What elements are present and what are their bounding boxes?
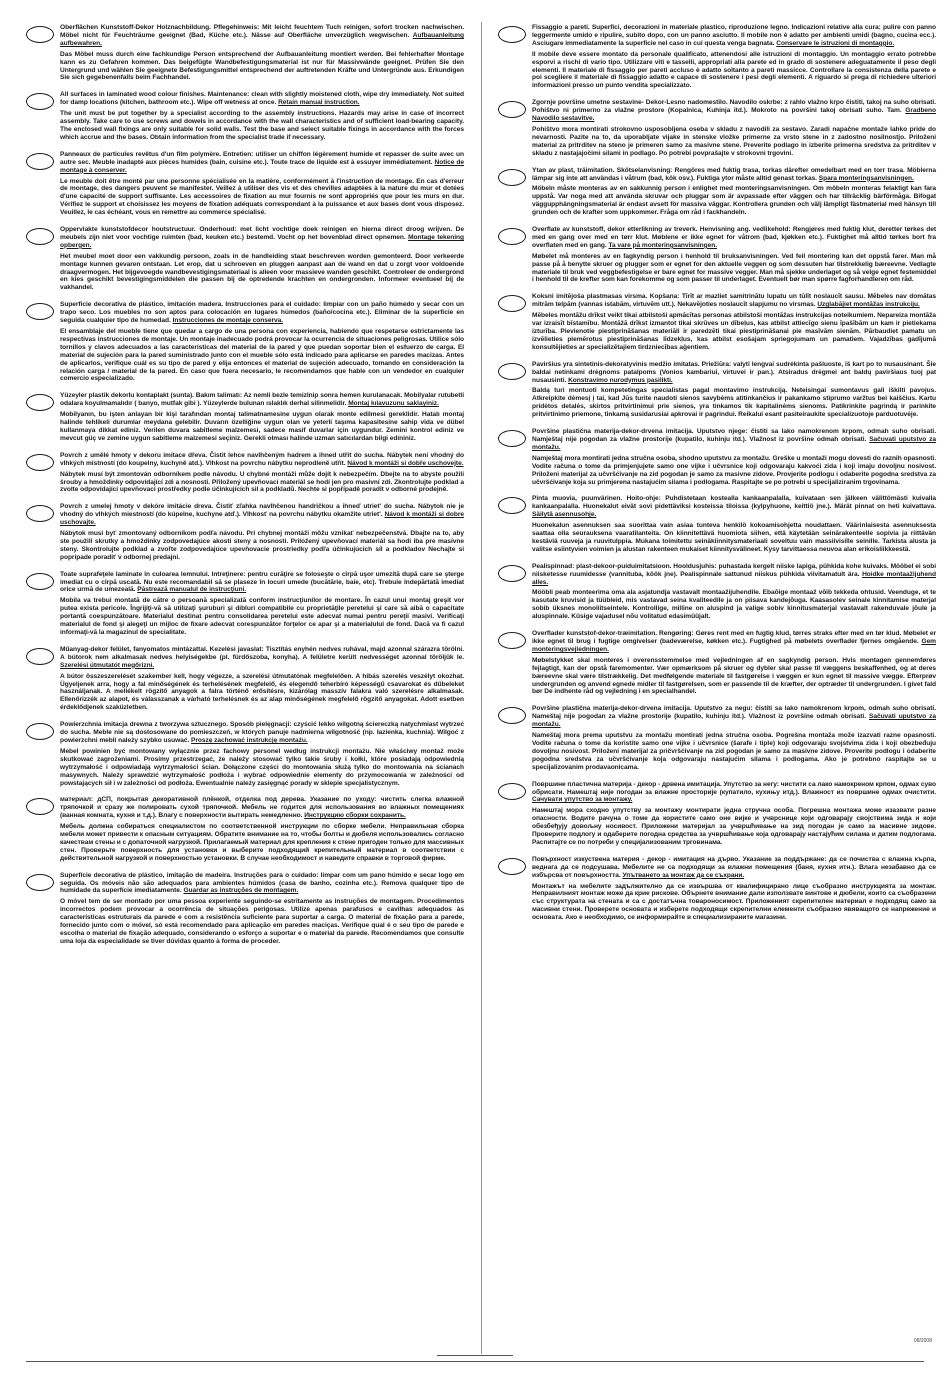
care-text: All surfaces in laminated wood colour finishes. Maintenance: clean with slightly moistened cloth, wipe dry immediately. Not suited for damp locations (kitchen, bathroom etc.). Wipe off wetness at once. <box>60 91 464 107</box>
care-instructions <box>532 99 936 123</box>
language-flag-placeholder <box>498 169 526 186</box>
keep-instructions-note: Сачувати упутство за монтажу. <box>532 796 633 804</box>
keep-instructions-note: Návod k montáži si dobre uschovajte. <box>60 511 464 527</box>
assembly-warning: O móvel tem de ser montado por uma pessoa experiente seguindo-se estritamente as instruções de montagem. Procedimentos incorrectos podem provocar a ocorrência de situações perigosas. Utilize apenas parafusos e cavilhas adequados às características estruturais da parede e com a resistência suficiente para suportar a carga. O material de fixação para a parede, fornecido junto com o móvel, só está recomendado para aplicação em paredes maciças. Verifique qual é o seu tipo de parede e escolha o material de fixação adequado, considerando o esforço a suportar e o material da parede. Recomendamos que consulte uma loja da especialidade se tiver dúvidas quanto à forma de proceder. <box>60 898 464 945</box>
right-column <box>498 24 936 931</box>
language-flag-placeholder <box>498 783 526 800</box>
care-text: Површине пластична материја - декор - дрвена имитација. Упутство за негу: чистити са лако намокреном крпом, одмах суво обрисати. Намештај није погодан за влажне просторије (купатило, кухињу итд.). Влажност из површине одмах очистити. <box>532 780 936 796</box>
keep-instructions-note: Proszę zachować instrukcję montażu. <box>191 736 308 744</box>
care-text: Yüzeyler plastik dekorlu kontaplakt (sunta). Bakım talimatı: Az nemli bezle temizlnip sonra hemen kurulanacak. Mobilyalar rutubetli odalara koyulmamalıdır ( banyo, mutfak gibi ). Yüzeylerde bulunan ıslaklık derhal silinmelidir. <box>60 392 464 408</box>
language-block <box>26 646 464 712</box>
language-block <box>498 428 936 486</box>
language-flag-placeholder <box>498 858 526 875</box>
language-flag-placeholder <box>498 430 526 447</box>
assembly-warning: Møbelet må monteres av en fagkyndig person i henhold til bruksanvisningen. Ved feil montering kan det oppstå farer. Man må passe på å benytte skruer og plugger som er egnet for den aktuelle veggen og som dessuten har tilstrekkelig bæreevne. Vedlagte materiale til bruk ved veggbefestigelse er bare egnet for massive vegger. Man må sjekke underlaget og så velge egnet festemiddel i henhold til de krefter som kan forekomme og som passer til underlaget. Eventuelt bør man spørre fagforhandleren om råd. <box>532 252 936 284</box>
keep-instructions-note: Instrucciones de montaje conserva. <box>172 317 284 325</box>
keep-instructions-note: Montaj kılavuzunu saklayiniz. <box>348 400 439 408</box>
keep-instructions-note: Návod k montáži si dobře uschovejte. <box>347 459 464 467</box>
keep-instructions-note: Hoidke montaažijuhend alles. <box>532 570 936 586</box>
language-flag-placeholder <box>26 26 54 43</box>
keep-instructions-note: Aufbauanleitung aufbewahren. <box>60 31 464 47</box>
language-flag-placeholder <box>498 497 526 514</box>
care-instructions <box>60 721 464 745</box>
assembly-warning: Nábytek musí být zmontován odborníkem podle návodu. U chybné montáži může dojít k nebezpečím. Dbejte na to abyste použili šrouby a hmoždinky odpovídající zdi a nosnosti. Přiložený upevňovací materiál se hodí jen pro masivní zdi. Zkontrolujte podklad a zvolte odpovídající upevňovací prostředky podle účinkujících sil a podkladů. Nechte si popřípadě poradit v odborné prodejně. <box>60 470 464 494</box>
language-block <box>26 226 464 292</box>
assembly-warning: Mobilyanın, bu işten anlayan bir kişi tarafından montaj talimatnamesine uygun olarak monte edilmesi gereklidir. Hatalı montaj halinde tehlikeli durumlar meydana gelebilir. Duvarın özelliğine uygun olan ve yeterli taşıma kapasitesine sahip vida ve dübel kullanmaya dikkat ediniz. Verilen duvara sabitleme malzemesi, sadece masif duvarlar için uygundur. Zemini kontrol ediniz ve mevcut güç ve zemine uygun sabitleme malzemesi seçiniz. Gerekli olması halinde uzman satıcılardan bilgi edininiz. <box>60 411 464 442</box>
keep-instructions-note: Guardar as instruções de montagem. <box>183 887 299 895</box>
assembly-warning: Mebel powinien być montowany wyłącznie przez fachowy personel według instrukcji montażu. Nie właściwy montaż może skutkować zagrożeniami. Prosimy przestrzegać, że należy stosować tylko takie śruby i kołki, które posiadają odpowiednią wytrzymałość i odpowiadają wytrzymałości ścian. Dołączone części do montowania służą tylko do montowania na ścianach masywnych. Należy sprawdzić wytrzymałość podłoża i wybrać odpowiednie elementy do przymocowania w zależności od powstających sił i w zależności od podłoża. Ewentualnie należy zasięgnąć porady w sklepie specjalistycznym. <box>60 747 464 787</box>
keep-instructions-note: Păstrează manualul de instrucţiuni. <box>137 586 247 594</box>
care-text: Koksni imitējoša plastmasas virsma. Kopšana: Tīrīt ar mazliet samitrinātu lupatu un tūlīt noslaucīt sausu. Mēbeles nav domātas mitrām telpām (vannas istabām, virtuvēm utt.). Nekavējoties noslaucīt slapjumu no virsmas. <box>532 293 936 309</box>
care-text: Paviršius yra sintetinis-dekoratyvinis medžio imitatas. Priežiūra: valyti lengvai sudrėkinta pašluoste, iš kart po to nusausinant. Šie baldai netinkami drėgnoms patalpoms (Vonios kambariui, virtuvei ir pan.). Atsiradus drėgmei ant baldų paviršiaus tuoj pat nusausinti. <box>532 360 936 384</box>
care-text: Fissaggio a pareti. Superfici, decorazioni in materiale plastico, riproduzione legno. Indicazioni relative alla cura: pulire con panno leggermente umido e ripulire, subito dopo, con un panno asciutto. Il mobile non è adatto per ambienti umidi (bagno, cucina ecc.). Asciugare immediatamente la superficie nel caso in cui questa venga bagnata. <box>532 24 936 47</box>
keep-instructions-note: Ta vare på monteringsanvisningen. <box>608 241 718 249</box>
care-instructions <box>60 452 464 468</box>
assembly-warning: El ensamblaje del mueble tiene que quedar a cargo de una persona con experiencia, habiendo que respetarse estrictamente las respectivas instrucciones de montaje. Un montaje inadecuado podrá provocar la ocurrencia de situaciones peligrosas. Utilice sólo tornillos y clavos adecuados a las características del material de la pared y que puedan soportar bien el esfuerzo de carga. El material de sujeción para la pared suministrado junto con el mueble sólo está indicado para aplicarse en paredes macizas. Antes de aplicarlos, verifique cuál es su tipo de pared y elija entonces el material de sujeción adecuado, tomando en consideración la relación carga / material de la pared. En caso que fuera necesario, le recomendamos que hable con un vendedor en cualquier comercio especializado. <box>60 328 464 383</box>
assembly-warning: Huonekalun asennuksen saa suorittaa vain asiaa tunteva henkilö kokoamisohjetta noudattaen. Väärinlaisesta asennuksesta saattaa olla seurauksena vaaratilanteita. On kiinnitettävä huomiota siihen, että käytetään seinärakenteelle sopivia ja riittävän kestäviä ruuveja ja ruuvitulppia. Mukana toimitettu seinäkiinnitysmateriaali soveltuu vain massiivisille seinille. Tarkista alusta ja valitse esiintyvien voimien ja alustan rakenteen mukaiset kiinnitysvälineet. Kysy tarvittaessa neuvoa alan erikoisliikkeestä. <box>532 522 936 553</box>
language-block <box>26 452 464 495</box>
care-instructions <box>60 91 464 107</box>
care-instructions <box>532 361 936 385</box>
keep-instructions-note: Инструкцию сборки сохранить. <box>304 812 406 820</box>
language-block <box>26 151 464 217</box>
keep-instructions-note: Szerelési útmutatót megőrizni. <box>60 661 155 669</box>
care-instructions <box>60 796 464 820</box>
care-text: Ytan av plast, träimitation. Skötselanvisning: Rengöres med fuktig trasa, torkas därefter omedelbart med en torr trasa. Möblerna lämpar sig inte att användas i våtrum (bad, kök osv.). Fuktiga ytor måste alltid genast torkas. <box>532 166 936 182</box>
keep-instructions-note: Spara monteringsanvisningen. <box>818 174 914 182</box>
assembly-warning: Il mobile deve essere montato da personale qualificato, attenendosi alle istruzioni di montaggio. Un montaggio errato potrebbe esporvi a rischi di vario tipo. Utilizzare viti e tasselli, appropriati alla parete ed in grado di sostenere adeguatamente il peso degli elementi. Il materiale di fissaggio per pareti accluso è adatto soltanto a pareti massicce. Controllare la consistenza della parete e poi scegliere il materiale di fissaggio adatto e capace di sostenere i pesi degli elementi. A riguardo si prega di richiedere ulteriori informazioni presso un punto vendita specializzato. <box>532 50 936 90</box>
keep-instructions-note: Упътването за монтаж да се съхрани. <box>622 871 745 879</box>
language-flag-placeholder <box>26 228 54 245</box>
document-code: 08/2008 <box>913 1338 932 1344</box>
assembly-warning: Baldą turi montuoti kompetetingas specialistas pagal montavimo instrukciją. Neteisingai sumontavus gali iškilti pavojus. Atkreipkite dėmesį į tai, kad Jūs turite naudoti sienos savybėms atitinkančius ir pakankamo stiprumo varžtus bei kaiščius. Kartu pridėtos detalės, skirtos pritvirtinimui prie sienos, yra tinkamos tik kapitalinėms sienoms. Patikrinkite pagrindą ir parinkite pritvirtinimo priemone, tinkamą susidarusiai apkrovai ir pagrindui. Reikalui esant pasiteiraukite specializuotoje parduotuvėje. <box>532 387 936 419</box>
care-text: Oberflächen Kunststoff-Dekor Holznachbildung. Pflegehinweis: Mit leicht feuchtem Tuch reinigen, sofort trocken nachwischen. Möbel nicht für Feuchträume geeignet (Bad, Küche etc.). Nässe auf Oberfläche unverzüglich wegwischen. <box>60 24 464 39</box>
care-text: Overflate av kunststoff, dekor etterlikning av treverk. Henvisning ang. vedlikehold: Rengjøres med fuktig klut, deretter tørkes det med en gang over med en tørr klut. Møblene er ikke egnet for våtrom (bad, kjøkken etc.). Fuktighet må alltid tørkes bort fra overflaten med en gang. <box>532 226 936 249</box>
care-instructions <box>532 563 936 587</box>
care-text: Műanyag-dekor felület, fanyomatos mintázattal. Kezelési javaslat: Tisztítás enyhén nedves ruhával, majd azonnal szárazra törölni. A bútorok nem alkalmasak nedves helyiségekbe (pl. fürdőszoba, konyha). A felületre került nedvességet azonnal töröljük le. <box>60 645 464 661</box>
bottom-rule <box>26 1361 924 1362</box>
language-block <box>26 872 464 946</box>
care-text: Zgornje površine umetne sestavine- Dekor-Lesno nadomestilo. Navodilo oskrbe: z rahlo vlažno krpo čistiti, takoj na suho obrisati. Pohištvo ni primerno za vlažne prostore (Kopalnica, Kuhinja itd.). Mokroto na površini takoj obrisati suho. Tam. <box>532 99 936 115</box>
language-block <box>26 91 464 141</box>
language-flag-placeholder <box>498 101 526 118</box>
language-flag-placeholder <box>26 505 54 522</box>
care-instructions <box>60 226 464 250</box>
care-instructions <box>532 705 936 729</box>
care-instructions <box>60 24 464 48</box>
care-instructions <box>60 301 464 325</box>
keep-instructions-note: Uzglabājiet montāžas instrukciju. <box>817 301 920 309</box>
care-instructions <box>60 503 464 527</box>
language-block <box>26 24 464 82</box>
care-text: материал: дСП, покрытая декоративной плёнкой, отделка под дерева. Указание по уходу: чистить слегка влажной тряпочкой и сразу же полировать сухой тряпочкой. Мебель не годится для использования во влажных помещениях (ванная комната, кухня и т.д.). Влагу с поверхности вытирать немедленно. <box>60 796 464 820</box>
care-instructions <box>532 781 936 805</box>
language-block <box>498 24 936 90</box>
assembly-warning: Монтажът на мебелите задължително да се извършва от квалифицирано лице съобразно инструкцията за монтаж. Неправилният монтаж може да крие рискове. Обърнете внимание дали използвате винтове и дюбели, които са съобразени със структурата на стената и са с достатъчна товароносимост. Приложеният скрепителен материал е подходящ само за масивни стени. Проверете основата и изберете подходящи скрепителни елементи съобразно явяващото се напрежение и основата. Ако е необходимо, се информирайте в специализираните магазини. <box>532 882 936 922</box>
language-flag-placeholder <box>498 363 526 380</box>
care-instructions <box>532 24 936 48</box>
care-instructions <box>60 392 464 408</box>
language-flag-placeholder <box>26 874 54 891</box>
language-block <box>498 495 936 553</box>
care-text: Pealispinnad: plast-dekoor-puiduimitatsioon. Hooldusjuhis: puhastada kergelt niiske lapiga, pühkida kohe kuivaks. Mööbel ei sobi niisketesse ruumidesse (vannituba, köök jne). Pealispinnale sattunud niiskus pühkida viivitamatult ära. <box>532 562 936 578</box>
care-text: Povrch z umelej hmoty v dekóre imitácie dreva. Čistiť zľahka navlhčenou handričkou a ihneď utriet' do sucha. Nábytok nie je vhodný do vlhkých miestností (do kúpelne, kuchyne atď.). Vlhkosť na povrchu nábytku okamžite utriet'. <box>60 503 464 519</box>
care-text: Površine plastična materija-dekor-drvena imitacija. Uputstvo njege: čistiti sa lako namokrenom krpom, odmah suho obrisati. Namještaj nije pogodan za vlažne prostorije (kupatilo, kuhinju itd.). Vlažnost iz površine odmah obrisati. <box>532 428 936 443</box>
care-instructions <box>532 495 936 519</box>
language-block <box>26 392 464 442</box>
assembly-warning: Namještaj mora montirati jedna stručna osoba, shodno uputstvu za montažu. Greške u montaži mogu dovesti do raznih opasnosti. Vodite računa o tome da primjenjujete samo one vijke i učvrsnice koji odgovaraju kakvoći zida i koji imaju dovoljnu nosivost. Priloženi materijal za učvršćivanje na zid pogodan je samo za masivne zidove. Provjerite podlogu i odaberite pogodna sredstva za učvršćivanje koja su primjerena nastajućim silama i podlogama. Raspitajte se po potrebi u specijaliziranim trgovinama. <box>532 454 936 486</box>
language-flag-placeholder <box>498 632 526 649</box>
language-block <box>26 571 464 637</box>
language-block <box>498 361 936 419</box>
keep-instructions-note: Notice de montage à conserver. <box>60 158 464 174</box>
assembly-warning: Nábytok musí byť zmontovaný odborníkom podľa návodu. Pri chybnej montáži môžu vznikať nebezpečenstvá. Dbajte na to, aby ste použili skrutky a hmoždinky zodpovedajúce akosti steny a nosnosti. Priložený upevňovací materiál sa hodí iba pre masívne steny. Skontrolujte podklad a zvoľte zodpovedajúce upevňovacie prostriedky podľa účinkujúcich síl a podkladov Nechajte si poprípade poradiť v odbornej predajni. <box>60 530 464 561</box>
care-instructions <box>532 167 936 183</box>
care-text: Powierzchnia imitacja drewna z tworzywa sztucznego. Sposób pielęgnacji: czyścić lekko wilgotną ściereczką natychmiast wytrzeć do sucha. Meble nie są dostosowane do pomieszczeń, w których panuje nadmierna wilgotność (np. łazienka, kuchnia). Wilgoć z powierzchni mebli należy szybko usuwać. <box>60 721 464 744</box>
cut-mark <box>437 1355 513 1356</box>
care-instructions <box>60 872 464 896</box>
keep-instructions-note: Säilytä asennusohje. <box>532 511 597 519</box>
care-instructions <box>60 571 464 595</box>
language-flag-placeholder <box>498 228 526 245</box>
language-block <box>26 796 464 862</box>
care-instructions <box>532 630 936 654</box>
language-flag-placeholder <box>26 454 54 471</box>
assembly-warning: The unit must be put together by a specialist according to the assembly instructions. Hazards may arise in case of incorrect assembly. Take care to use screws and dowels in accordance with the wall characteristics and of sufficient load-bearing capacity. The enclosed wall fixings are only suitable for solid walls. Test the base and select suitable fixings in accordance with the forces which accrue and the bases. Obtain information from the specialist trade if necessary. <box>60 110 464 141</box>
care-instructions <box>60 151 464 175</box>
assembly-warning: Pohištvo mora montirati strokovno usposobljena oseba v skladu z navodili za sestavo. Zaradi napačne montaže lahko pride do nevarnosti. Pazite na to, da uporabljate vijake in stenske vložke primerne za vrsto stene in z zadostno nosilnostjo. Priloženi material za pritrditev na steno je primeren samo za masivne stene. Preverite podlago in izberite primerna sredstva za pritrditev v skladu z nastajajočimi silami in podlago. Po potrebi povprašajte v strokovni trgovini. <box>532 125 936 157</box>
care-text: Oppervlakte kunststofdecor houtstructuur. Onderhoud: met licht vochtige doek reinigen en hierna direct droog wrijven. De meubels zijn niet voor vochtige ruimten (bad, keuken etc.) bestemd. Vocht op het bovenblad direct opnemen. <box>60 226 464 241</box>
assembly-warning: Le meuble doit être monté par une personne spécialisée en la matière, conformément à l'instruction de montage. En cas d'erreur de montage, des dangers peuvent se manifester. Veillez à utiliser des vis et des chevilles adaptées à la nature du mur et dotées d'une capacité de support suffisante. Les accessoires de fixation au mur fournis ne sont appropriés que pour les murs en dur. Vérifiez le support et choisissez les moyens de fixation adéquats correspondant à la puissance et aux bases dont vous disposez. Veuillez, le cas échéant, vous en remettre au commerce spécialisé. <box>60 177 464 217</box>
keep-instructions-note: Gradbeno Navodilo sestavitve. <box>532 107 936 123</box>
language-block <box>498 630 936 696</box>
assembly-warning: Намештај мора сходно упутству за монтажу монтирати једна стручна особа. Погрешна монтажа може изазвати разне опасности. Водите рачуна о томе да користите само оне вијке и учврснице који одговарају својствима зида и који обезбеђују довољну носивост. Приложени материјал за учвршћивање на зид погодан је само за масивне зидове. Проверите подлогу и одаберите погодна средства за учвршћивање која одговарају настајућим силама и датим подлогама. Распитајте се по потреби у специјализованим трговинама. <box>532 807 936 846</box>
language-flag-placeholder <box>26 573 54 590</box>
assembly-warning: Mobila va trebui montată de către o persoană specializată conform instrucţiunilor de montare. În cazul unui montaj greşit vor putea exista pericole. Îngrijiţi-vă să utilizaţi şuruburi şi dibluri compatibile cu proprietăţile peretelui şi care să aibă o capacitate portantă coespunzătoare. Materialul destinat pentru consolidarea peretelui este adecvat numai pentru pereţii masivi. Verificaţi materialul de fond şi alegeţi un mijloc de fixare adecvat corespunzător forţelor ce apar şi a materialului de fond. Dacă va fi cazul informaţi-vă la magazinul de specialitate. <box>60 597 464 636</box>
language-flag-placeholder <box>498 26 526 43</box>
language-flag-placeholder <box>498 565 526 582</box>
keep-instructions-note: Conservare le istruzioni di montaggio. <box>776 39 895 47</box>
assembly-warning: Möbeln måste monteras av en sakkunnig person i enlighet med monteringsanvisningen. Om möbeln monteras felaktigt kan fara uppstå. Var noga med att använda skruvar och pluggar som är avpassade efter väggen och har tillräcklig bärförmåga. Bifogat väggupphängningsmaterial är endast avsett för massiva väggar. Kontrollera grunden och välj lämpligt fästmaterial med hänsyn till grunden och de krafter som uppkommer. Fråga om råd i fackhandeln. <box>532 185 936 217</box>
language-block <box>498 167 936 217</box>
column-divider <box>481 22 482 1354</box>
language-block <box>498 856 936 922</box>
care-text: Pinta muovia, puunvärinen. Hoito-ohje: Puhdistetaan kostealla kankaanpalalla, kuivataan sen jälkeen välittömästi kuivalla kankaanpalalla. Huonekalut eivät sovi pidettäviksi kosteissa tiloissa (kylpyhuone, keittiö jne.). Märät pinnat on heti kuivattava. <box>532 495 936 511</box>
care-instructions <box>532 428 936 452</box>
keep-instructions-note: Gem monteringsvejledningen. <box>532 638 936 653</box>
language-flag-placeholder <box>26 153 54 170</box>
assembly-warning: Mēbeles montāžu drīkst veikt tikai atbilstoši apmācītas personas atbilstoši montāžas instrukcijas noteikumiem. Nepareiza montāža var izraisīt bīstamību. Montāžā drīkst izmantot tikai skrūves un dībeļus, kas atbilst attiecīgo sienu īpašībām un kam ir pietiekama izturība. Pievienotie piestiprināšanas materiāli ir paredzēti tikai piestiprināšanai pie masīvām sienām. Pārbaudiet pamatu un izvēlieties piemērotus piestiprināšanas līdzekļus, kas atbilst esošajam spriegojumam un pamatiem. Vajadzības gadījumā konsultējieties ar specializētajiem tirdzniecības aģentiem. <box>532 312 936 351</box>
language-block <box>498 293 936 351</box>
language-block <box>26 301 464 383</box>
left-column <box>26 24 464 955</box>
language-block <box>26 503 464 561</box>
language-block <box>498 705 936 771</box>
keep-instructions-note: Sačuvati uputstvo za montažu. <box>532 713 936 729</box>
language-flag-placeholder <box>498 707 526 724</box>
care-text: Overflader kunststof-dekor-træimitation. Rengøring: Gøres rent med en fugtig klud, tørres straks efter med en tør klud. Møbelet er ikke egnet til brug i fugtige omgivelser (badeværelse, køkken etc.). Fugtighed på møbelets overflader fjernes omgående. <box>532 630 936 645</box>
keep-instructions-note: Retain manual instruction. <box>278 99 360 107</box>
care-instructions <box>532 856 936 880</box>
care-instructions <box>60 646 464 670</box>
language-block <box>26 721 464 787</box>
care-text: Panneaux de particules revêtus d'un film polymère. Entretien: utiliser un chiffon légèrement humide et repasser de suite avec un autre sec. Meuble inadapté aux pièces humides (bain, cuisine etc.). Toute trace de liquide est à essuyer immédiatement. <box>60 150 464 166</box>
assembly-warning: Das Möbel muss durch eine fachkundige Person entsprechend der Aufbauanleitung montiert werden. Bei fehlerhafter Montage kann es zu Gefahren kommen. Das beigefügte Wandbefestigungsmaterial ist nur für Massivwände geeignet. Prüfen Sie den Untergrund und wählen Sie geeignete Befestigungsmittel entsprechend der auftretenden Kräfte und Untergründe aus. Erkundigen Sie sich gegebenenfalls beim Fachhandel. <box>60 50 464 82</box>
language-flag-placeholder <box>26 394 54 411</box>
keep-instructions-note: Montage tekening opbergen. <box>60 233 464 249</box>
care-text: Toate suprafeţele laminate în culoarea lemnului. Intreţinere: pentru curăţire se foloseşte o cîrpă uşor umezită după care se şterge imediat cu o cîrpă uscată. Nu este recomandabil să se plaseze în locuri umede (bucătărie, baie, etc). Trebuie îndepărtată imediat orice urmă de umezeală. <box>60 570 464 594</box>
assembly-warning: Mööbli peab monteerima oma ala asjatundja vastavalt montaažijuhendile. Ebaõige montaaž võib tekkeda ohtusid. Veenduge, et te kasutate kruvisid ja tüübleid, mis vastavad seina kvaliteedile ja on piisava kandejõuga. Kaasasolev seinale kinnitamise materjal sobib üksnes monoliitseintele. Kontrollige, milline on aluspind ja valige sobiv kinnitusmaterjal vastavalt rakenduvale jõule ja aluspinnale. Küsige vajadusel nõu volitatud edasimüüjalt. <box>532 589 936 621</box>
keep-instructions-note: Sačuvati uputstvo za montažu. <box>532 435 936 451</box>
care-instructions <box>532 226 936 250</box>
care-text: Povrch z umělé hmoty v dekoru imitace dřeva. Čistit lehce navlhčeným hadrem a ihned utřít do sucha. Nábytek není vhodný do vlhkých místností (do koupelny, kuchyně atd.). Vlhkost na povrchu nábytku neprodleně utřít. <box>60 451 464 467</box>
language-block <box>498 563 936 621</box>
care-text: Superfície decorativa de plástico, imitação de madeira. Instruções para o cuidado: limpar com um pano húmido e secar logo em seguida. Os móveis não são adequados para ambientes húmidos (casa de banho, cozinha etc.). Remova qualquer tipo de humidade da superfície imediatamente. <box>60 871 464 895</box>
language-flag-placeholder <box>26 648 54 665</box>
assembly-warning: A bútor összeszerelését szakember kell, hogy végezze, a szerelési útmutatónak megfelelően. A hibás szerelés veszélyt okozhat. Ügyeljenek arra, hogy a fal minőségének és terhelésének megfelelő, és elegendő teherbíró képességű csavarokat és dűbeleket használjanak. A mellékelt rögzítő anyagok a falra történő erősítésre, kizárólag masszív falakra való szerelésre alkalmasak. Ellenőrizzék az alapot, és válasszanak a várható terhelésnek és az alap minőségének megfelelő rögzítő anyagokat. Adott esetben érdeklődjenek szaküzletben. <box>60 672 464 712</box>
language-flag-placeholder <box>26 93 54 110</box>
assembly-warning: Het meubel moet door een vakkundig persoon, zoals in de handleiding staat beschreven worden gemonteerd. Door verkeerde montage kunnen gevaren ontstaan. Let erop, dat u schroeven en pluggen aanpast aan de wand en dat u zorgt voor voldoende draagvermogen. Het bijgevoegde wandbevestigingsmateriaal is alleen voor massieve wanden geschikt. Controleer de ondergrond en kies geschikt bevestigingsmiddelen die passen bij de optredende krachten en ondergronden. Informeer eventueel bij de vakhandel. <box>60 252 464 292</box>
care-instructions <box>532 293 936 309</box>
language-flag-placeholder <box>26 303 54 320</box>
care-text: Повърхност изкуствена материя - декор - имитация на дърво. Указание за поддържане: да се почиства с влажна кърпа, веднага да се подсушава. Мебелите не са подходящи за влажни помещения (баня, кухня итн.). Влага незабавно да се избърсва от повърхността. <box>532 855 936 879</box>
language-block <box>498 781 936 847</box>
assembly-warning: Møbelstykket skal monteres i overensstemmelse med vejledningen af en sagkyndig person. Hvis montagen gennemføres fejlagtigt, kan der opstå faremomenter. Vær opmærksom på skruer og dybler skal passe til væggens beskaffenhed, og at deres bæreevne skal være tilstrækkelig. Det medfølgende materiale til fastgørelse i væggen er kun egnet til massive vægge. Efterprøv undergrunden og anvend egnede midler til fastgørelsen, som er passende til de kræfter, der optræder til undergrunden. I givet fald bør De indhente råd og vejledning i en specialhandel. <box>532 656 936 696</box>
language-flag-placeholder <box>26 723 54 740</box>
assembly-warning: Мебель должна собираться специалистом по соответственной инструкции по сборке мебели. Неправильная сборка мебели может привести к опасным ситуациям. Обратите внимание на то, чтобы болты и дюбеля использовались согласно качествам стены и с допаточной нагрузкой. Прилагаемый материал для крепления к стене пригоден только для массивных стен. Проверьте поверхность для установки и выберите подходящий крепительный материал в соответствии с действительной нагрузкой и поверхностью установки. В случае необходимост и наведите справки в торговой фирме. <box>60 823 464 862</box>
language-block <box>498 99 936 157</box>
language-flag-placeholder <box>498 295 526 312</box>
language-block <box>498 226 936 284</box>
care-text: Površine plastična materija-dekor-drvena imitacija. Uputstvo za negu: čistiti sa lako namokrenom krpom, odmah suho obrisati. Nameštaj nije pogodan za vlažne prostorije (kupatilo, kuhinju itd.). Vlažnost iz površine odmah obrisati. <box>532 705 936 721</box>
language-flag-placeholder <box>26 798 54 815</box>
keep-instructions-note: Konstravimo nurodymus pasilikti. <box>568 376 673 384</box>
assembly-warning: Nameštaj mora prema uputstvu za montažu montirati jedna stručna osoba. Pogrešna montaža može izazvati razne opasnosti. Vodite računa o tome da koristite samo one vijke i učvrsnice (šarafe i tiple) koji odgovaraju svojstvima zida i koji obezbeđuju dovoljnu nosivost. Priloženi materijal za pričvršćivanje na zid pogodan je samo za masivne zidove. Proverite podlogu i odaberite pogodna sredstva za učvršćivanje koja odgovaraju nastajućim silama i podlogama. Ako je potrebno raspitajte se u specijalizovanim prodavaonicama. <box>532 732 936 771</box>
care-text: Superficie decorativa de plástico, imitación madera. Instrucciones para el cuidado: limpiar con un paño húmedo y secar con un trapo seco. Los muebles no son aptos para colocación en lugares húmedos (baño/cocina etc.). Eliminar de la superficie en seguida cualquier tipo de humedad. <box>60 301 464 325</box>
